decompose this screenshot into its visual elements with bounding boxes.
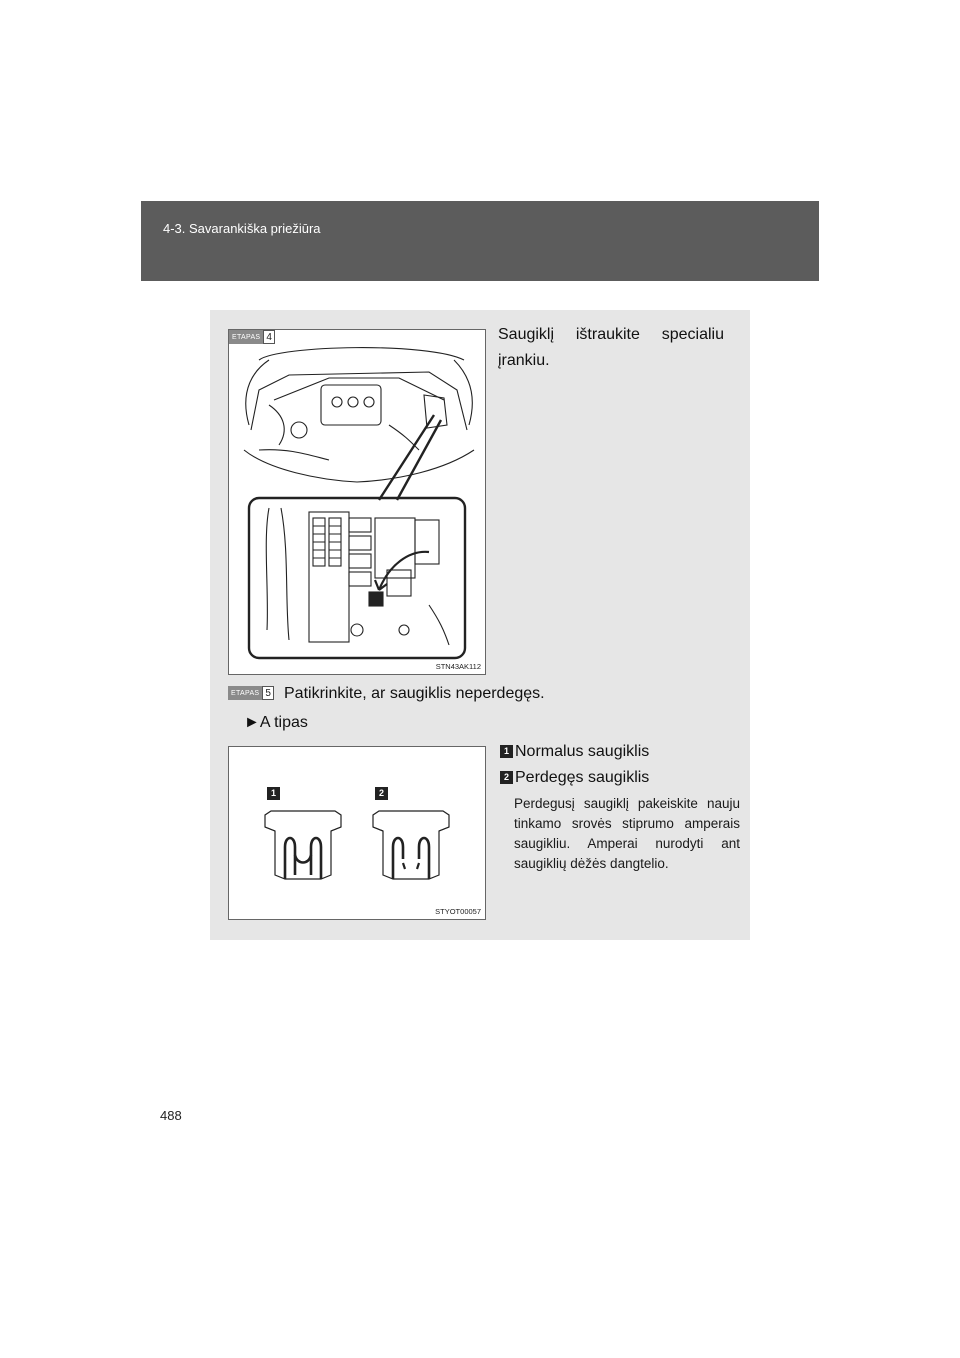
content-panel	[210, 310, 750, 940]
normal-fuse-drawing	[265, 811, 341, 879]
step-4-text: Saugiklį ištraukite specialiu įrankiu.	[498, 326, 724, 369]
step-4-badge: ETAPAS 4	[229, 330, 275, 344]
fuse-figure	[228, 746, 486, 920]
legend-item	[500, 765, 649, 791]
type-a-label: ►A tipas	[244, 714, 308, 731]
legend-item	[500, 739, 649, 765]
replacement-note: Perdegusį saugiklį pakeiskite nauju tinkamo srovės stiprumo amperais saugikliu. Amperai nurodyti ant saugiklių dėžės dangtelio.	[514, 796, 740, 871]
legend-number: 2	[500, 771, 513, 784]
engine-bay-illustration	[229, 330, 485, 674]
figure-code: STN43AK112	[435, 662, 481, 671]
callout-2: 2	[375, 787, 388, 800]
figure-code: STYOT00057	[435, 907, 481, 916]
fuse-illustration	[229, 747, 485, 919]
section-title: 4-3. Savarankiška priežiūra	[163, 221, 321, 236]
callout-1: 1	[267, 787, 280, 800]
legend-text: Normalus saugiklis	[515, 743, 650, 760]
engine-bay-figure	[228, 329, 486, 675]
page-number: 488	[160, 1108, 182, 1123]
step-5-text: Patikrinkite, ar saugiklis neperdegęs.	[284, 685, 545, 702]
section-header	[141, 201, 819, 281]
blown-fuse-drawing	[373, 811, 449, 879]
legend-number: 1	[500, 745, 513, 758]
step-5-badge: ETAPAS 5	[228, 686, 274, 700]
legend-text: Perdegęs saugiklis	[515, 769, 650, 786]
